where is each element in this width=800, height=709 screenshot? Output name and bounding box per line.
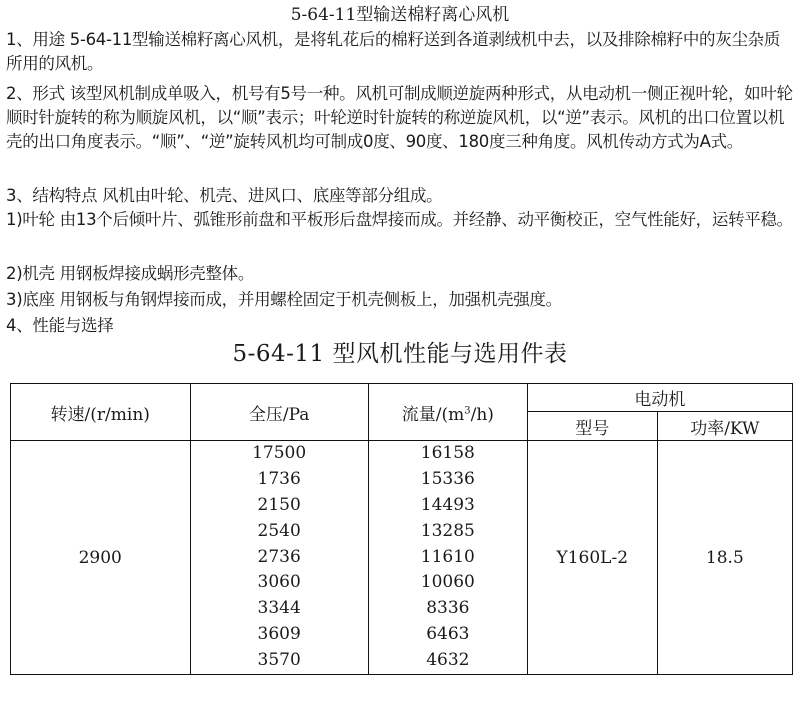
paragraph-casing: 2)机壳 用钢板焊接成蜗形壳整体。 [6, 264, 255, 283]
flow-value: 10060 [420, 572, 475, 593]
flow-value: 15336 [420, 468, 475, 489]
paragraph-impeller: 1)叶轮 由13个后倾叶片、弧锥形前盘和平板形后盘焊接而成。并经静、动平衡校正，空气性能好，运转平稳。 [6, 210, 793, 229]
header-flow: 流量$/(m^3/h)$ [368, 384, 527, 441]
pressure-value: 17500 [252, 443, 307, 463]
flow-list [368, 441, 527, 675]
header-pressure: 全压/Pa [190, 384, 368, 441]
pressure-value: 3060 [257, 572, 301, 593]
cell-motor-power: 18.5 [657, 441, 792, 675]
cell-motor-model: Y160L-2 [527, 441, 657, 675]
performance-table [10, 383, 793, 675]
doc-title: 5-64-11型输送棉籽离心风机 [290, 5, 510, 25]
header-speed: 转速/(r/min) [11, 384, 191, 441]
cell-speed: 2900 [11, 441, 191, 675]
pressure-list [190, 441, 368, 675]
header-model: 型号 [527, 412, 657, 441]
flow-value: 6463 [426, 624, 470, 645]
pressure-value: 3344 [257, 598, 301, 619]
pressure-value: 3609 [257, 624, 301, 645]
flow-value: 16158 [420, 443, 475, 463]
paragraph-base: 3)底座 用钢板与角钢焊接而成，并用螺栓固定于机壳侧板上，加强机壳强度。 [6, 290, 562, 309]
pressure-value: 2540 [257, 520, 301, 541]
header-power: 功率/KW [657, 412, 792, 441]
flow-value: 14493 [420, 494, 475, 515]
pressure-value: 1736 [257, 468, 301, 489]
paragraph-structure: 3、结构特点 风机由叶轮、机壳、进风口、底座等部分组成。 [6, 186, 443, 205]
header-motor: 电动机 [527, 384, 792, 412]
flow-value: 13285 [420, 520, 475, 541]
paragraph-purpose: 1、用途 5-64-11型输送棉籽离心风机，是将轧花后的棉籽送到各道剥绒机中去，以及排除棉籽中的灰尘杂质所用的风机。 [6, 30, 781, 73]
paragraph-form: 2、形式 该型风机制成单吸入，机号有5号一种。风机可制成顺逆旋两种形式，从电动机一侧正视叶轮，如叶轮顺时针旋转的称为顺旋风机，以“顺”表示；叶轮逆时针旋转的称逆旋风机，以“逆”表示。风机的出口位置以机壳的出口角度表示。“顺”、“逆”旋转风机均可制成0度、90度、180度三种角度。风机传动方式为A式。 [6, 84, 793, 151]
pressure-value: 3570 [257, 650, 301, 671]
pressure-value: 2150 [257, 494, 301, 515]
pressure-value: 2736 [257, 546, 301, 567]
paragraph-performance: 4、性能与选择 [6, 316, 114, 335]
table-title: 5-64-11 型风机性能与选用件表 [232, 341, 568, 367]
flow-value: 8336 [426, 598, 470, 619]
flow-value: 4632 [426, 650, 470, 671]
flow-value: 11610 [420, 546, 475, 567]
